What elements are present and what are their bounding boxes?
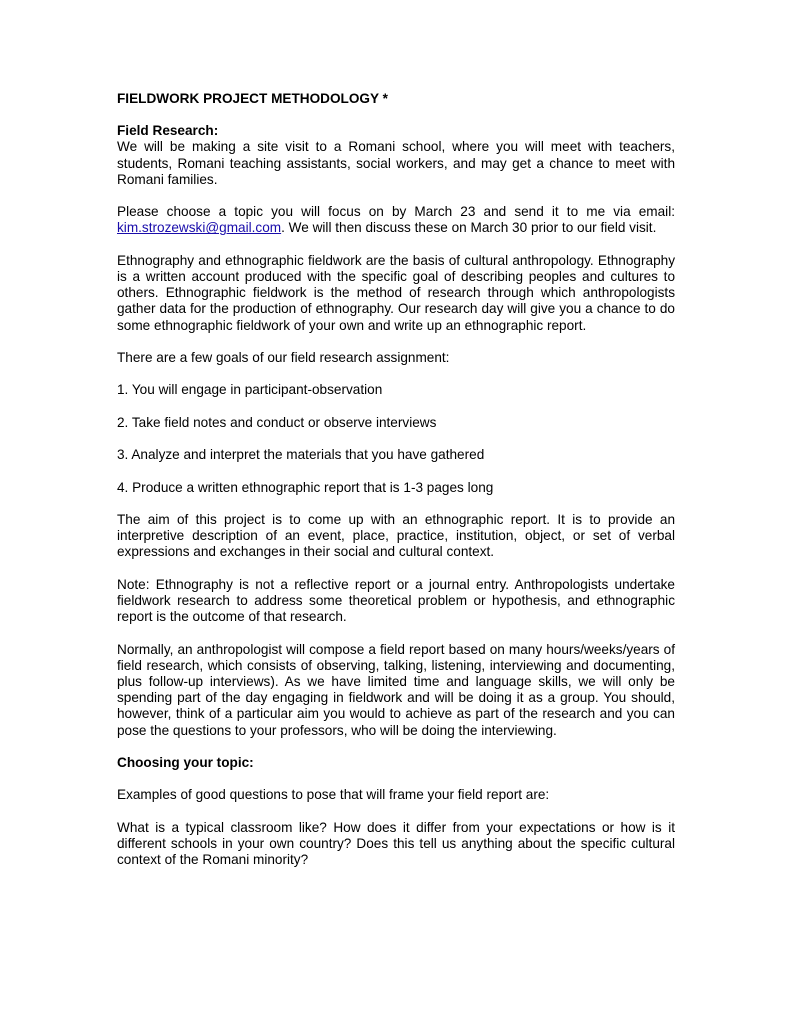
document-title: FIELDWORK PROJECT METHODOLOGY * — [117, 91, 388, 106]
field-research-intro: We will be making a site visit to a Romani school, where you will meet with teachers, students, Romani teaching assistants, social workers, and may get a chance to meet with Romani families. — [117, 139, 675, 187]
document-page — [117, 91, 675, 885]
normally-paragraph: Normally, an anthropologist will compose a field report based on many hours/weeks/years of field research, which consists of observing, talking, listening, interviewing and documenting, plus follow-up interviews). As we have limited time and language skills, we will only be spending part of the day engaging in fieldwork and will be doing it as a group. You should, however, think of a particular aim you would to achieve as part of the research and you can pose the questions to your professors, who will be doing the interviewing. — [117, 641, 675, 738]
goals-intro: There are a few goals of our field research assignment: — [117, 350, 450, 365]
choosing-topic-heading: Choosing your topic: — [117, 754, 254, 770]
goal-item-3: 3. Analyze and interpret the materials that you have gathered — [117, 447, 485, 463]
goal-item-1: 1. You will engage in participant-observation — [117, 382, 383, 398]
aim-paragraph: The aim of this project is to come up with an ethnographic report. It is to provide an interpretive description of an event, place, practice, institution, object, or set of verbal expressions and exchanges in their social and cultural context. — [117, 511, 675, 560]
topic-request-paragraph — [117, 204, 675, 236]
goal-item-2: 2. Take field notes and conduct or observe interviews — [117, 414, 437, 430]
topic-request-text: Please choose a topic you will focus on by March 23 and send it to me via email: — [117, 204, 675, 220]
topic-request-text-end: . We will then discuss these on March 30 prior to our field visit. — [281, 220, 657, 236]
goal-item-4: 4. Produce a written ethnographic report that is 1-3 pages long — [117, 479, 494, 495]
ethnography-paragraph: Ethnography and ethnographic fieldwork are the basis of cultural anthropology. Ethnography is a written account produced with the specific goal of describing peoples and cultures to others. Ethnographic fieldwork is the method of research through which anthropologists gather data for the production of ethnography. Our research day will give you a chance to do some ethnographic fieldwork of your own and write up an ethnographic report. — [117, 252, 675, 333]
note-paragraph: Note: Ethnography is not a reflective report or a journal entry. Anthropologists undertake fieldwork research to address some theoretical problem or hypothesis, and ethnographic report is the outcome of that research. — [117, 576, 675, 625]
email-link[interactable]: kim.strozewski@gmail.com — [117, 220, 282, 236]
examples-intro: Examples of good questions to pose that will frame your field report are: — [117, 787, 550, 803]
field-research-heading: Field Research: — [117, 123, 219, 139]
classroom-question: What is a typical classroom like? How does it differ from your expectations or how is it different schools in your own country? Does this tell us anything about the specific cultural context of the Romani minority? — [117, 819, 675, 868]
